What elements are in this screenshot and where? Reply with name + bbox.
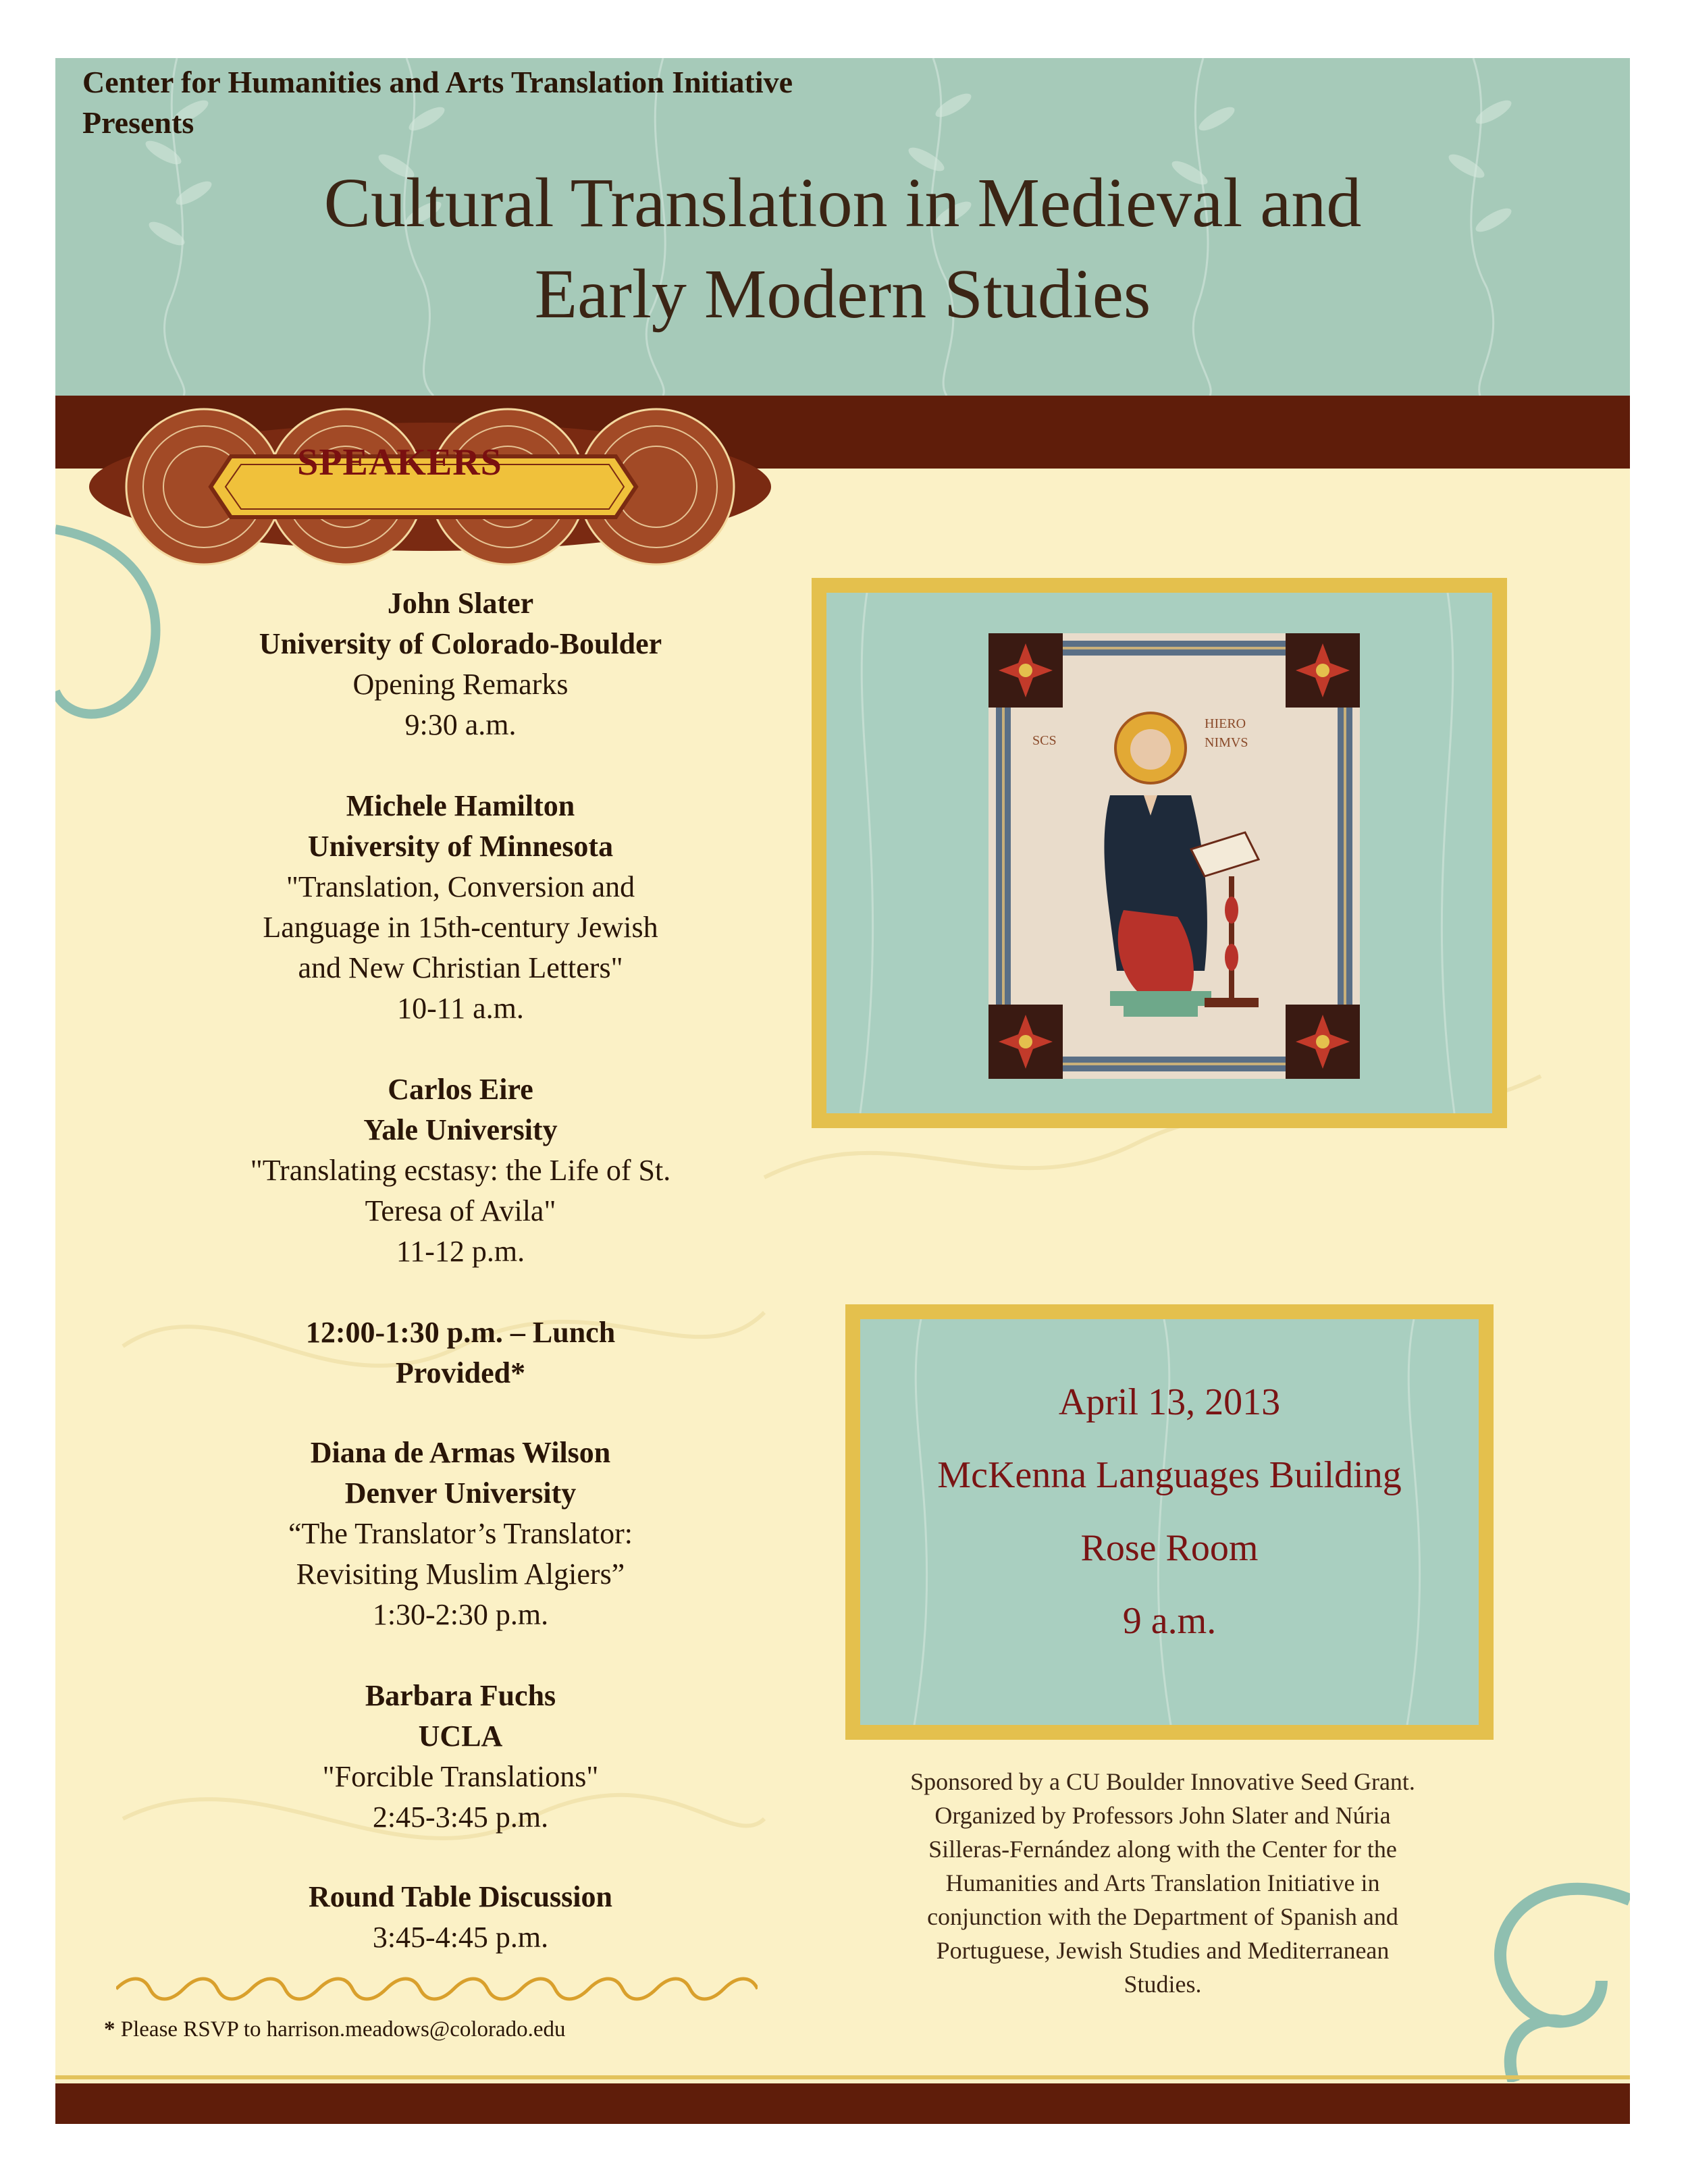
speaker-detail-line: Revisiting Muslim Algiers” [296,1557,625,1591]
presents-label: Presents [82,105,194,140]
speaker-detail-line: 2:45-3:45 p.m. [372,1801,549,1834]
illustration-caption-right-1: HIERO [1205,716,1246,731]
speaker-detail-line: “The Translator’s Translator: [288,1517,633,1550]
event-building: McKenna Languages Building [937,1454,1402,1496]
illustration-caption-left: SCS [1032,733,1057,748]
rsvp-asterisk: * [104,2017,115,2042]
speaker-block [157,1877,764,1958]
sponsor-line: Humanities and Arts Translation Initiative in [945,1869,1380,1896]
sponsor-line: Studies. [1124,1971,1202,1998]
illustration-caption-right-2: NIMVS [1205,735,1248,750]
speaker-heading-line: Round Table Discussion [309,1880,612,1913]
speaker-detail-line: 11-12 p.m. [396,1235,525,1268]
header-band [55,58,1630,396]
footer-rule [55,2075,1630,2079]
speaker-detail-line: Opening Remarks [352,668,569,701]
rsvp-text: Please RSVP to harrison.meadows@colorado.edu [115,2017,566,2042]
speaker-detail-line: "Forcible Translations" [322,1760,599,1793]
speaker-heading-line: John Slater [387,587,534,620]
speaker-heading-line: Denver University [344,1476,577,1510]
speaker-heading-line: Michele Hamilton [346,789,575,822]
speaker-detail-line: 3:45-4:45 p.m. [372,1921,549,1954]
organization-name: Center for Humanities and Arts Translation Initiative [82,65,793,99]
sponsor-line: conjunction with the Department of Spanish and [927,1903,1398,1930]
speaker-block [157,1312,764,1393]
sponsor-line: Silleras-Fernández along with the Center for the [928,1836,1397,1863]
speakers-heading: SPEAKERS [297,442,502,483]
manuscript-saint-illustration-icon [826,593,1492,1113]
event-title-line-2: Early Modern Studies [534,255,1151,333]
speaker-detail-line: "Translation, Conversion and [286,870,635,903]
rsvp-note [104,2017,566,2042]
speaker-block [157,1069,764,1272]
scroll-border-icon [116,1975,758,2002]
celtic-knot-badge-icon [76,375,785,598]
speaker-heading-line: UCLA [418,1720,503,1753]
speaker-detail-line: 10-11 a.m. [397,992,524,1025]
speaker-heading-line: Provided* [395,1356,526,1389]
speaker-heading-line: Yale University [363,1113,558,1146]
event-room: Rose Room [1080,1527,1259,1569]
sponsor-line: Sponsored by a CU Boulder Innovative Seed Grant. [910,1768,1415,1795]
event-time: 9 a.m. [1122,1600,1217,1642]
speaker-heading-line: University of Minnesota [307,830,614,863]
speaker-detail-line: 1:30-2:30 p.m. [372,1598,549,1631]
event-info-frame [845,1304,1494,1740]
footer-bar [55,2083,1630,2124]
speaker-heading-line: University of Colorado-Boulder [259,627,662,660]
sponsor-line: Organized by Professors John Slater and Núria [934,1802,1391,1829]
speaker-detail-line: 9:30 a.m. [404,708,517,741]
sponsor-line: Portuguese, Jewish Studies and Mediterranean [936,1937,1390,1964]
sponsor-note [812,1765,1514,2001]
poster [55,58,1630,2124]
event-info-panel [860,1319,1479,1725]
speaker-heading-line: Diana de Armas Wilson [310,1436,611,1469]
speaker-heading-line: 12:00-1:30 p.m. – Lunch [305,1316,616,1349]
illustration-panel [826,593,1492,1113]
event-title-line-1: Cultural Translation in Medieval and [323,164,1362,242]
speaker-block [157,583,764,745]
speaker-detail-line: and New Christian Letters" [298,951,623,984]
speaker-detail-line: Teresa of Avila" [365,1194,556,1227]
speaker-block [157,786,764,1029]
speaker-heading-line: Barbara Fuchs [365,1679,556,1712]
speakers-list [157,583,764,1958]
speaker-block [157,1676,764,1838]
event-date: April 13, 2013 [1058,1381,1281,1423]
speaker-block [157,1433,764,1635]
illustration-frame [812,578,1507,1128]
speaker-detail-line: Language in 15th-century Jewish [263,911,658,944]
speaker-heading-line: Carlos Eire [388,1073,533,1106]
speaker-detail-line: "Translating ecstasy: the Life of St. [250,1154,671,1187]
